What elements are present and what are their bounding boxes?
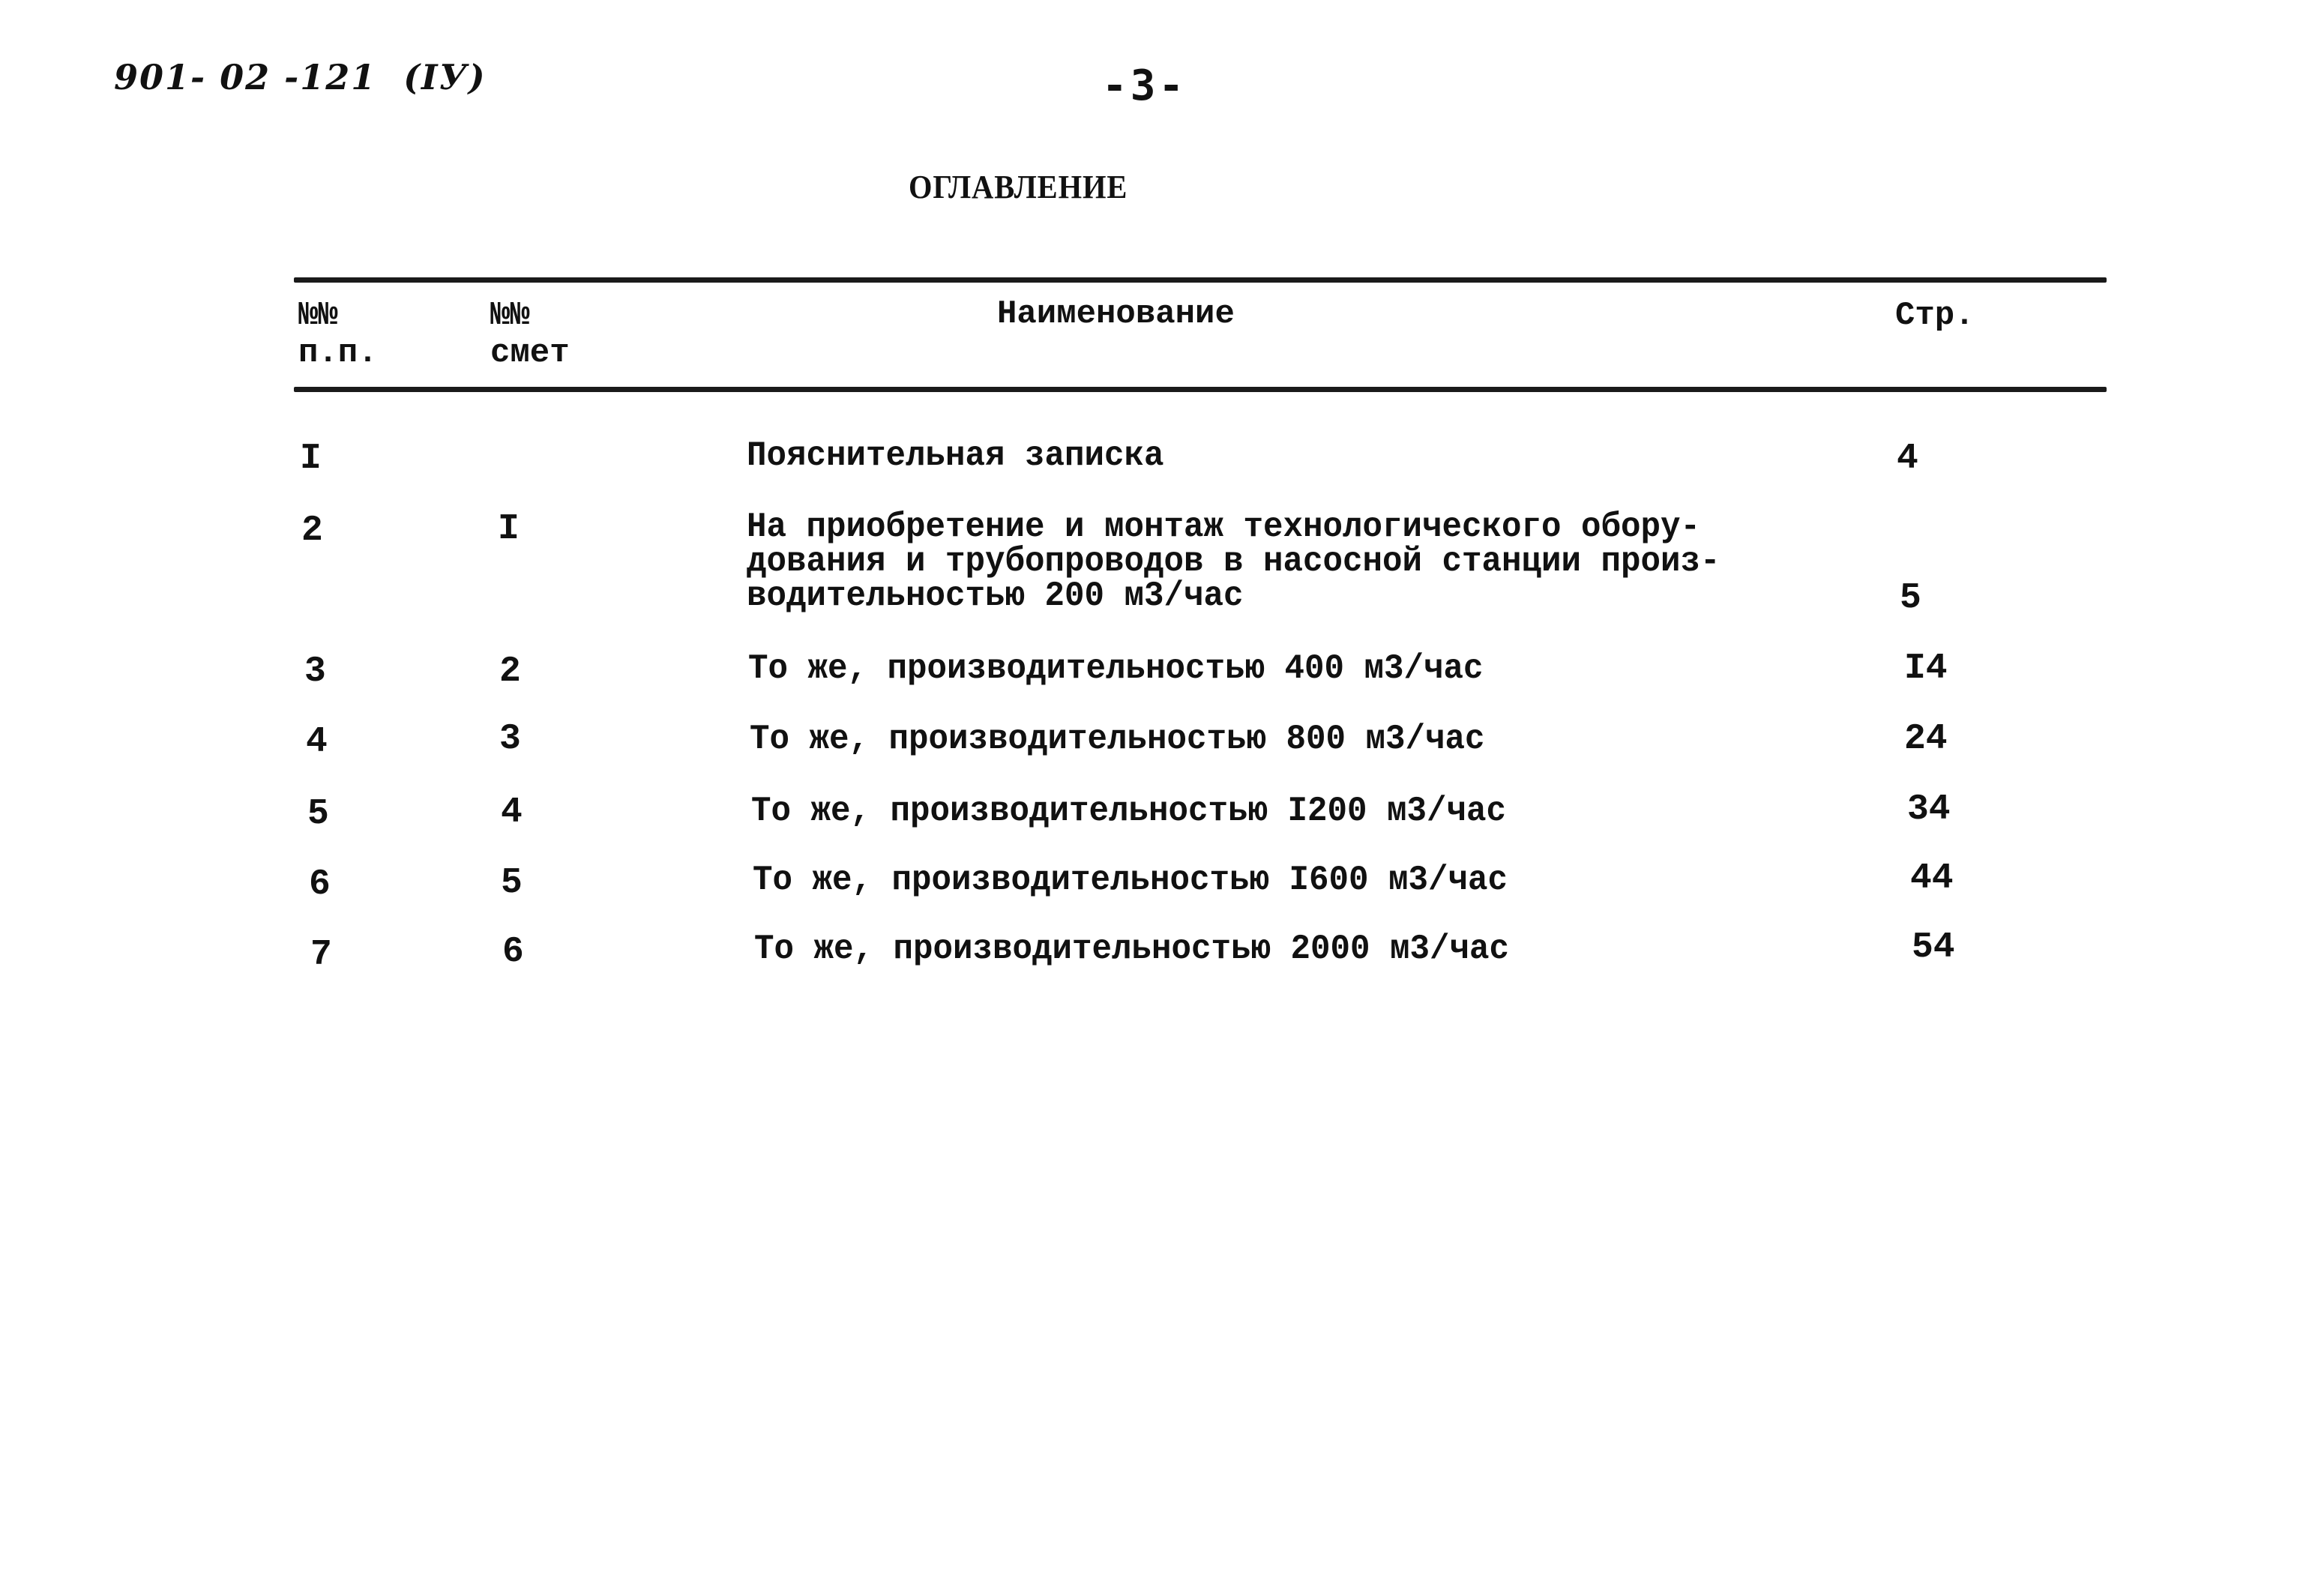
row-1-name: Пояснительная записка [747, 436, 1164, 475]
row-1-number: I [300, 439, 322, 479]
row-2-estimate: I [498, 509, 520, 549]
row-2-name: На приобретение и монтаж технологического обору- дования и трубопроводов в насосной станции произ- водительностью 200 м3/час [747, 508, 1721, 615]
column-header-number: №№ п.п. [298, 297, 378, 372]
row-6-page: 44 [1910, 858, 1954, 899]
row-2-page: 5 [1900, 578, 1921, 618]
row-3-estimate: 2 [499, 651, 521, 692]
row-4-name: То же, производительностью 800 м3/час [750, 720, 1485, 759]
row-2-number: 2 [301, 511, 323, 551]
row-6-estimate: 5 [501, 863, 523, 903]
row-3-number: 3 [304, 651, 326, 692]
row-5-page: 34 [1907, 789, 1951, 830]
row-7-number: 7 [310, 935, 332, 975]
column-header-estimate: №№ смет [490, 297, 570, 372]
row-5-name: То же, производительностью I200 м3/час [751, 792, 1507, 831]
column-header-page: Стр. [1895, 297, 1975, 334]
table-top-rule [294, 277, 2107, 283]
row-7-page: 54 [1912, 927, 1955, 968]
row-5-number: 5 [307, 794, 329, 834]
row-7-estimate: 6 [502, 932, 524, 972]
column-header-name: Наименование [997, 295, 1235, 333]
document-code: 901- 02 -121 (IУ) [114, 57, 487, 97]
row-3-page: I4 [1904, 648, 1948, 689]
row-7-name: То же, производительностью 2000 м3/час [754, 930, 1510, 969]
row-3-name: То же, производительностью 400 м3/час [748, 649, 1484, 688]
row-6-name: То же, производительностью I600 м3/час [753, 861, 1508, 900]
row-4-estimate: 3 [499, 719, 521, 759]
row-4-number: 4 [306, 722, 328, 762]
page-title: ОГЛАВЛЕНИЕ [909, 169, 1128, 205]
row-4-page: 24 [1904, 719, 1948, 759]
row-1-page: 4 [1897, 439, 1918, 479]
row-5-estimate: 4 [501, 792, 523, 833]
page-number: -3- [1102, 61, 1187, 110]
table-header-rule [294, 387, 2107, 392]
row-6-number: 6 [309, 864, 331, 905]
